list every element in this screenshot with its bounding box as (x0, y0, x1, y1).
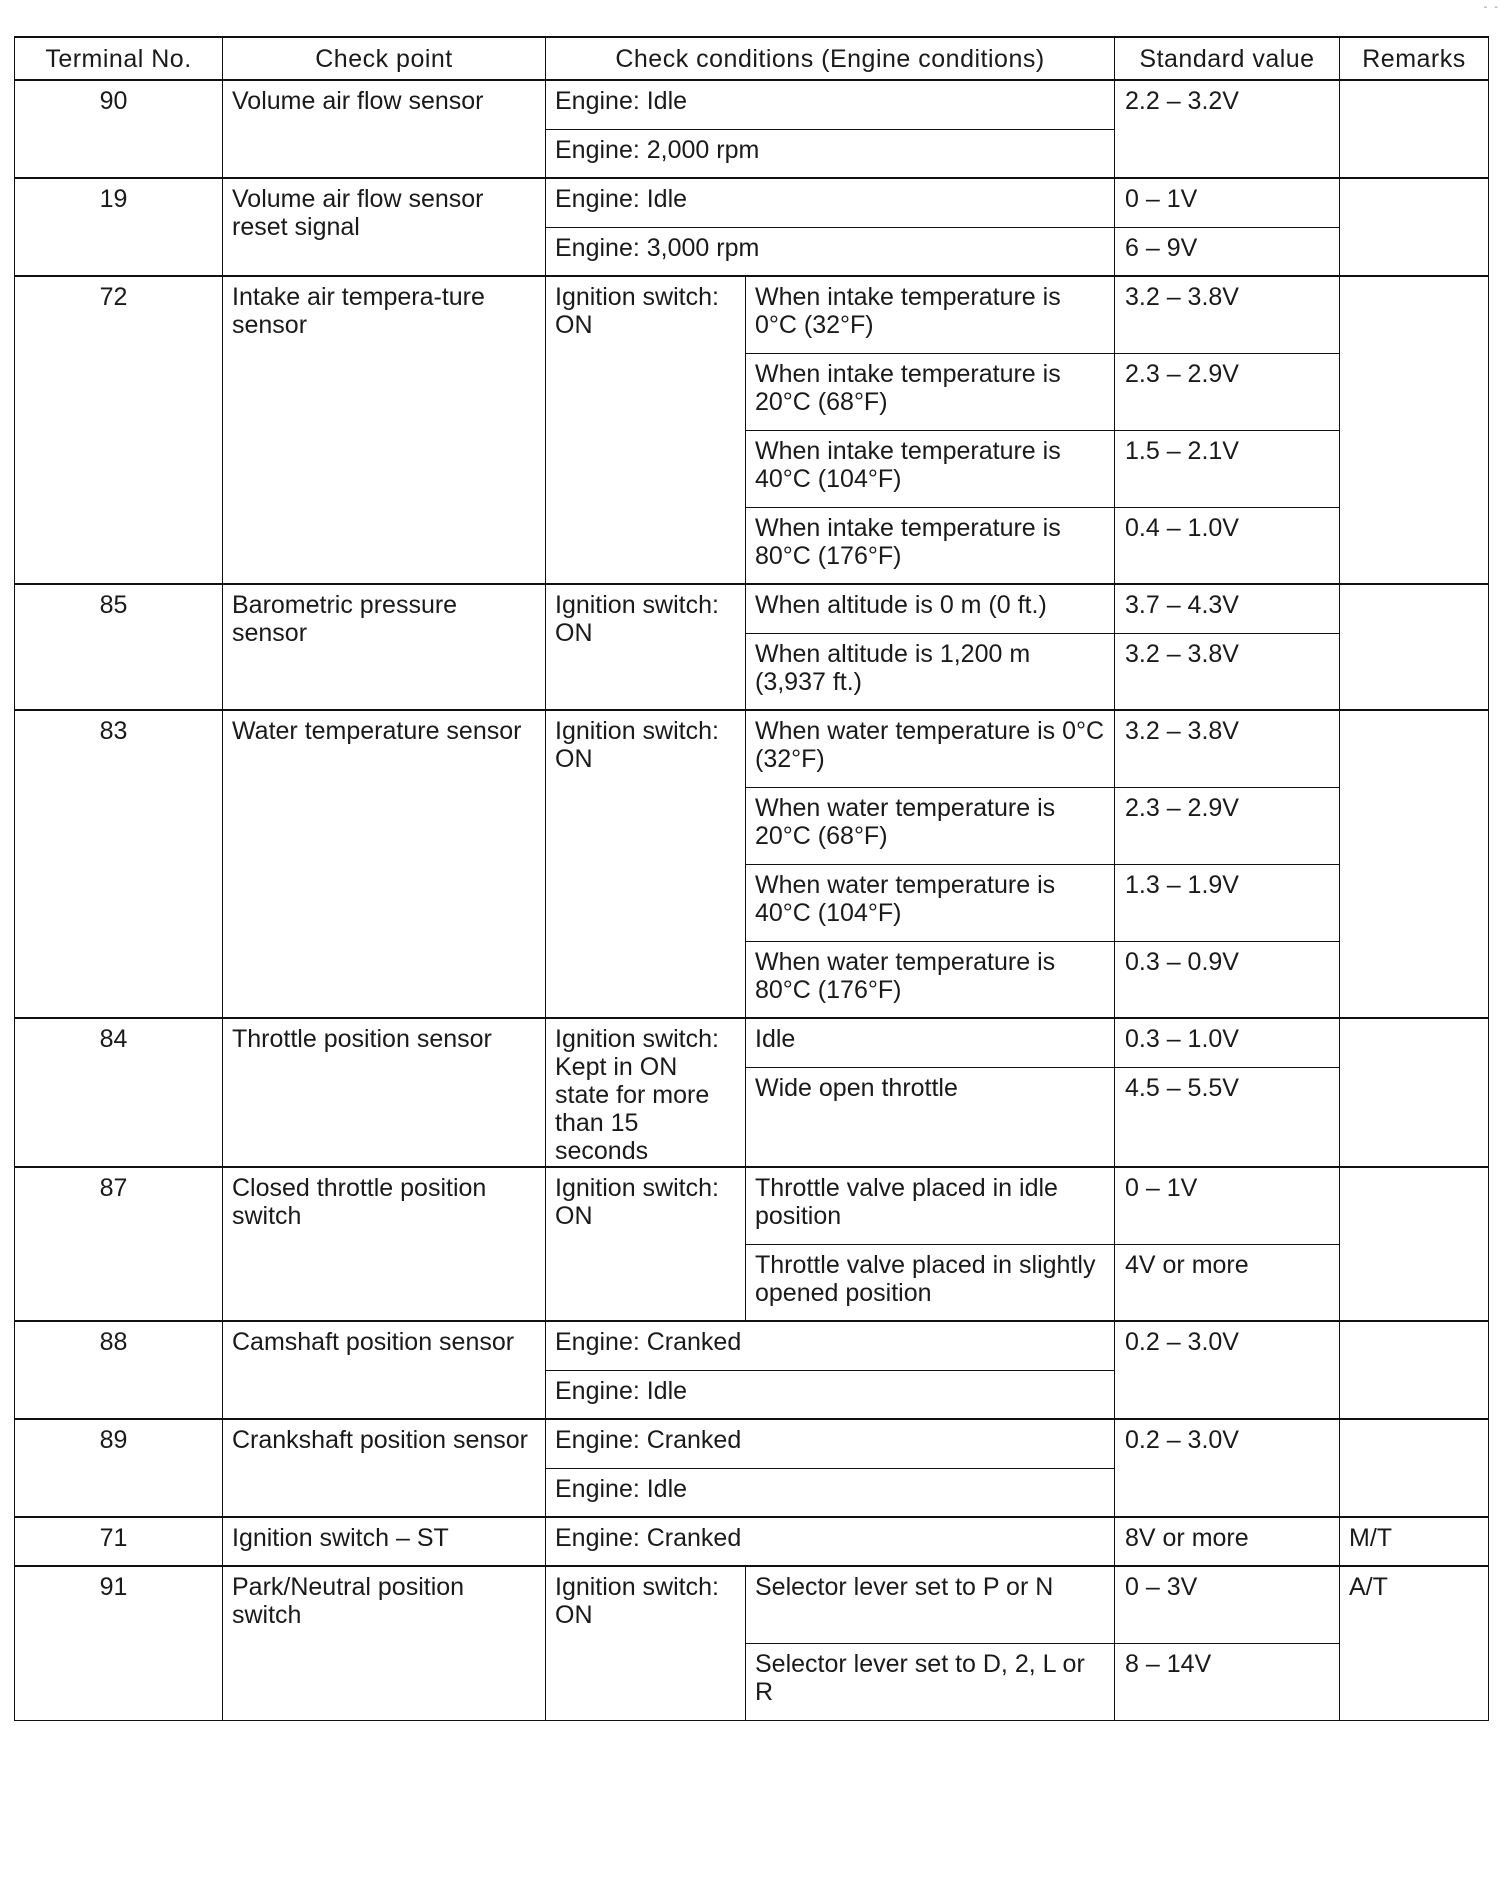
sub-condition-cell: When water temperature is 40°C (104°F) (746, 864, 1115, 941)
condition-cell: Engine: Cranked (546, 1321, 1115, 1370)
standard-value-cell: 0 – 3V (1115, 1566, 1340, 1643)
standard-value-cell: 8V or more (1115, 1517, 1340, 1566)
check-point-cell: Volume air flow sensor (223, 80, 546, 178)
sub-condition-cell: When intake temperature is 40°C (104°F) (746, 430, 1115, 507)
check-point-cell: Water temperature sensor (223, 710, 546, 1018)
terminal-cell: 87 (15, 1167, 223, 1321)
standard-value-cell: 2.3 – 2.9V (1115, 353, 1340, 430)
table-row (15, 1566, 1489, 1643)
sub-condition-cell: Selector lever set to D, 2, L or R (746, 1643, 1115, 1720)
check-point-cell: Throttle position sensor (223, 1018, 546, 1167)
table-row (15, 1419, 1489, 1468)
check-point-cell: Camshaft position sensor (223, 1321, 546, 1419)
standard-value-cell: 1.5 – 2.1V (1115, 430, 1340, 507)
condition-cell: Engine: Cranked (546, 1419, 1115, 1468)
standard-value-cell: 2.2 – 3.2V (1115, 80, 1340, 178)
standard-value-cell: 0.3 – 1.0V (1115, 1018, 1340, 1067)
remarks-cell (1340, 1167, 1489, 1321)
condition-cell: Engine: Idle (546, 178, 1115, 227)
header-row (15, 37, 1489, 80)
check-point-cell: Crankshaft position sensor (223, 1419, 546, 1517)
remarks-cell (1340, 584, 1489, 710)
sub-condition-cell: Throttle valve placed in idle position (746, 1167, 1115, 1244)
switch-condition-cell: Ignition switch: Kept in ON state for more than 15 seconds (546, 1018, 746, 1167)
standard-value-cell: 0.2 – 3.0V (1115, 1419, 1340, 1517)
header-check-point: Check point (223, 37, 546, 80)
standard-value-cell: 0 – 1V (1115, 178, 1340, 227)
remarks-cell (1340, 1321, 1489, 1419)
header-remarks: Remarks (1340, 37, 1489, 80)
terminal-cell: 91 (15, 1566, 223, 1720)
terminal-cell: 72 (15, 276, 223, 584)
terminal-cell: 88 (15, 1321, 223, 1419)
table-row (15, 710, 1489, 787)
table-row (15, 584, 1489, 633)
terminal-cell: 84 (15, 1018, 223, 1167)
condition-cell: Engine: 3,000 rpm (546, 227, 1115, 276)
standard-value-cell: 3.7 – 4.3V (1115, 584, 1340, 633)
standard-value-cell: 2.3 – 2.9V (1115, 787, 1340, 864)
switch-condition-cell: Ignition switch: ON (546, 1566, 746, 1720)
terminal-cell: 89 (15, 1419, 223, 1517)
table-row (15, 178, 1489, 227)
terminal-check-table (14, 36, 1489, 1721)
sub-condition-cell: When intake temperature is 80°C (176°F) (746, 507, 1115, 584)
condition-cell: Engine: Idle (546, 1468, 1115, 1517)
standard-value-cell: 4V or more (1115, 1244, 1340, 1321)
sub-condition-cell: When intake temperature is 0°C (32°F) (746, 276, 1115, 353)
check-point-cell: Closed throttle position switch (223, 1167, 546, 1321)
sub-condition-cell: When intake temperature is 20°C (68°F) (746, 353, 1115, 430)
table-row (15, 1321, 1489, 1370)
standard-value-cell: 3.2 – 3.8V (1115, 633, 1340, 710)
check-point-cell: Ignition switch – ST (223, 1517, 546, 1566)
remarks-cell (1340, 710, 1489, 1018)
sub-condition-cell: Throttle valve placed in slightly opened position (746, 1244, 1115, 1321)
table-row (15, 1018, 1489, 1067)
condition-cell: Engine: Idle (546, 1370, 1115, 1419)
sub-condition-cell: Idle (746, 1018, 1115, 1067)
switch-condition-cell: Ignition switch: ON (546, 276, 746, 584)
sub-condition-cell: When altitude is 0 m (0 ft.) (746, 584, 1115, 633)
terminal-cell: 83 (15, 710, 223, 1018)
switch-condition-cell: Ignition switch: ON (546, 584, 746, 710)
standard-value-cell: 0.3 – 0.9V (1115, 941, 1340, 1018)
remarks-cell (1340, 276, 1489, 584)
terminal-cell: 19 (15, 178, 223, 276)
table-row (15, 1167, 1489, 1244)
standard-value-cell: 3.2 – 3.8V (1115, 710, 1340, 787)
sub-condition-cell: When water temperature is 0°C (32°F) (746, 710, 1115, 787)
terminal-cell: 85 (15, 584, 223, 710)
check-point-cell: Park/Neutral position switch (223, 1566, 546, 1720)
standard-value-cell: 1.3 – 1.9V (1115, 864, 1340, 941)
standard-value-cell: 0 – 1V (1115, 1167, 1340, 1244)
sub-condition-cell: When water temperature is 20°C (68°F) (746, 787, 1115, 864)
remarks-cell (1340, 1018, 1489, 1167)
table-row (15, 80, 1489, 129)
header-terminal-no: Terminal No. (15, 37, 223, 80)
header-check-conditions: Check conditions (Engine conditions) (546, 37, 1115, 80)
sub-condition-cell: Wide open throttle (746, 1067, 1115, 1167)
condition-cell: Engine: Cranked (546, 1517, 1115, 1566)
condition-cell: Engine: Idle (546, 80, 1115, 129)
remarks-cell: A/T (1340, 1566, 1489, 1720)
standard-value-cell: 3.2 – 3.8V (1115, 276, 1340, 353)
header-standard-value: Standard value (1115, 37, 1340, 80)
remarks-cell: M/T (1340, 1517, 1489, 1566)
standard-value-cell: 4.5 – 5.5V (1115, 1067, 1340, 1167)
standard-value-cell: 6 – 9V (1115, 227, 1340, 276)
terminal-cell: 71 (15, 1517, 223, 1566)
standard-value-cell: 8 – 14V (1115, 1643, 1340, 1720)
check-point-cell: Barometric pressure sensor (223, 584, 546, 710)
corner-mark: - - (1483, 2, 1500, 13)
check-point-cell: Volume air flow sensor reset signal (223, 178, 546, 276)
remarks-cell (1340, 1419, 1489, 1517)
sub-condition-cell: When water temperature is 80°C (176°F) (746, 941, 1115, 1018)
standard-value-cell: 0.4 – 1.0V (1115, 507, 1340, 584)
switch-condition-cell: Ignition switch: ON (546, 710, 746, 1018)
remarks-cell (1340, 80, 1489, 178)
check-point-cell: Intake air tempera-ture sensor (223, 276, 546, 584)
switch-condition-cell: Ignition switch: ON (546, 1167, 746, 1321)
remarks-cell (1340, 178, 1489, 276)
terminal-cell: 90 (15, 80, 223, 178)
standard-value-cell: 0.2 – 3.0V (1115, 1321, 1340, 1419)
sub-condition-cell: Selector lever set to P or N (746, 1566, 1115, 1643)
sub-condition-cell: When altitude is 1,200 m (3,937 ft.) (746, 633, 1115, 710)
condition-cell: Engine: 2,000 rpm (546, 129, 1115, 178)
table-row (15, 1517, 1489, 1566)
table-row (15, 276, 1489, 353)
